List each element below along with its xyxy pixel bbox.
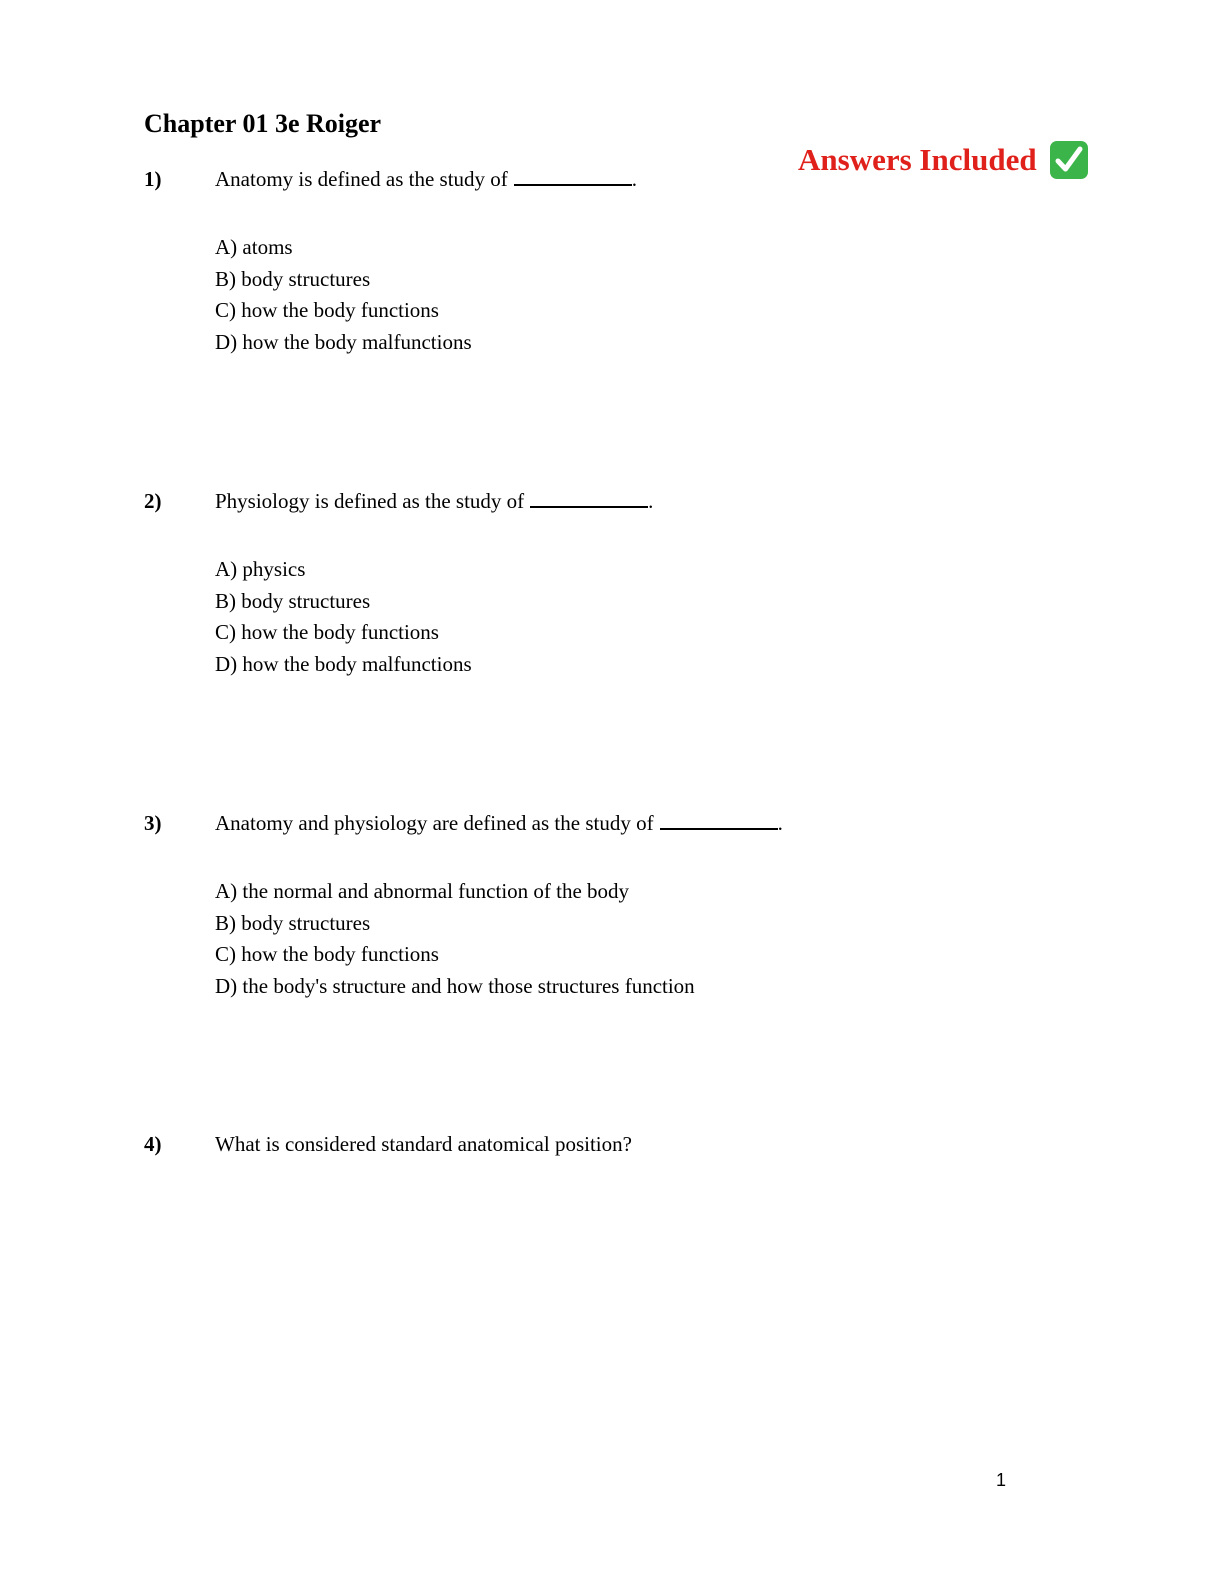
question-stem: What is considered standard anatomical position?: [215, 1132, 632, 1156]
answer-option: B) body structures: [215, 910, 371, 935]
question-text: [215, 1129, 632, 1159]
question-number: 3): [144, 811, 162, 835]
answer-option: D) how the body malfunctions: [215, 329, 472, 354]
answer-options: [215, 232, 472, 358]
page-number: 1: [996, 1470, 1007, 1490]
answer-option: A) physics: [215, 557, 306, 581]
answer-option: B) body structures: [215, 588, 371, 613]
answer-options: [215, 554, 472, 680]
answer-blank: [660, 808, 778, 830]
page-title: Chapter 01 3e Roiger: [144, 109, 382, 138]
question-text: [215, 164, 637, 194]
answer-option: C) how the body functions: [215, 620, 439, 644]
answer-option: A) the normal and abnormal function of the body: [215, 879, 630, 903]
question-stem: Anatomy is defined as the study of: [215, 167, 508, 191]
question-stem: Anatomy and physiology are defined as the study of: [215, 811, 654, 835]
answer-option: D) the body's structure and how those structures function: [215, 973, 695, 998]
answer-option: C) how the body functions: [215, 298, 439, 322]
answer-blank: [514, 164, 632, 186]
answer-option: D) how the body malfunctions: [215, 651, 472, 676]
question-suffix: .: [777, 811, 783, 835]
question-number: 2): [144, 489, 162, 513]
answer-option: C) how the body functions: [215, 942, 439, 966]
question-text: [215, 486, 653, 516]
answers-included-badge: [798, 138, 1089, 182]
answer-option: A) atoms: [215, 235, 293, 259]
answer-options: [215, 876, 695, 1002]
answer-option: B) body structures: [215, 266, 371, 291]
answer-blank: [530, 486, 648, 508]
check-mark-button-icon: [1049, 140, 1089, 180]
answers-included-label: Answers Included: [798, 142, 1037, 177]
question-number: 4): [144, 1132, 162, 1156]
question-stem: Physiology is defined as the study of: [215, 489, 525, 513]
question-text: [215, 808, 783, 838]
question-suffix: .: [631, 167, 638, 191]
question-number: 1): [144, 167, 162, 191]
question-suffix: .: [648, 489, 654, 513]
